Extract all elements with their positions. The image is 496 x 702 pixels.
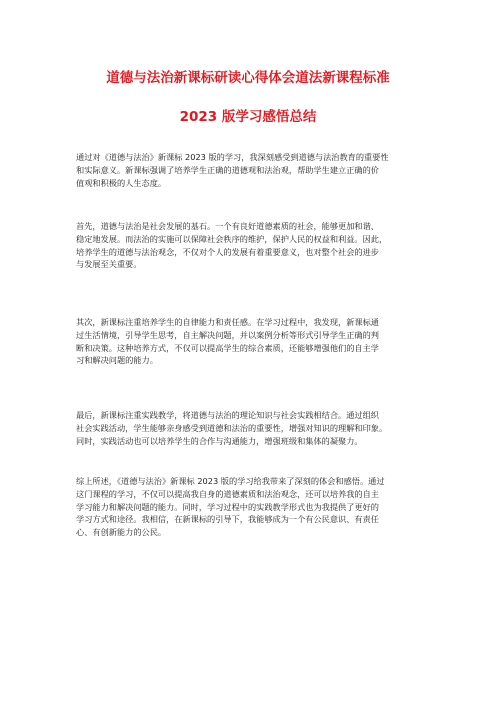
paragraph-line: 培养学生的道德与法治观念，不仅对个人的发展有着重要意义，也对整个社会的进步 — [76, 246, 379, 257]
paragraph-line: 同时，实践活动也可以培养学生的合作与沟通能力，增强班级和集体的凝聚力。 — [76, 435, 363, 446]
paragraph-line: 综上所述，《道德与法治》新课标 2023 版的学习给我带来了深刻的体会和感悟。通过 — [76, 476, 385, 486]
paragraph-second — [76, 316, 436, 367]
paragraph-line: 稳定地发展。而法治的实施可以保障社会秩序的维护，保护人民的权益和利益。因此， — [76, 233, 388, 244]
document-title-line-2: 2023 版学习感悟总结 — [179, 109, 317, 125]
paragraph-line: 这门课程的学习，不仅可以提高我自身的道德素质和法治观念，还可以培养我的自主 — [76, 488, 379, 499]
paragraph-intro — [76, 151, 436, 189]
paragraph-third — [76, 409, 436, 447]
paragraph-line: 和实际意义。新课标强调了培养学生正确的道德观和法治观，帮助学生建立正确的价 — [76, 164, 379, 175]
paragraph-line: 与发展至关重要。 — [76, 259, 142, 270]
paragraph-line: 学习方式和途径。我相信，在新课标的引导下，我能够成为一个有公民意识、有责任 — [76, 514, 379, 525]
document-title-line-1: 道德与法治新课标研读心得体会道法新课程标准 — [106, 70, 390, 86]
paragraph-first — [76, 220, 436, 271]
paragraph-line: 首先，道德与法治是社会发展的基石。一个有良好道德素质的社会，能够更加和谐、 — [76, 221, 379, 231]
paragraph-conclusion — [76, 475, 436, 539]
paragraph-line: 其次，新课标注重培养学生的自律能力和责任感。在学习过程中，我发现，新课标通 — [76, 317, 379, 327]
paragraph-line: 习和解决问题的能力。 — [76, 355, 158, 366]
paragraph-line: 通过对《道德与法治》新课标 2023 版的学习，我深刻感受到道德与法治教育的重要性 — [76, 152, 389, 162]
paragraph-line: 断和决策。这种培养方式，不仅可以提高学生的综合素质，还能够增强他们的自主学 — [76, 342, 379, 353]
paragraph-line: 过生活情境，引导学生思考，自主解决问题，并以案例分析等形式引导学生正确的判 — [76, 329, 379, 340]
paragraph-line: 学习能力和解决问题的能力。同时，学习过程中的实践教学形式也为我提供了更好的 — [76, 501, 379, 512]
paragraph-line: 心、有创新能力的公民。 — [76, 527, 167, 538]
paragraph-line: 社会实践活动，学生能够亲身感受到道德和法治的重要性，增强对知识的理解和印象。 — [76, 422, 388, 433]
paragraph-line: 值观和积极的人生态度。 — [76, 177, 167, 188]
paragraph-line: 最后，新课标注重实践教学，将道德与法治的理论知识与社会实践相结合。通过组织 — [76, 410, 379, 420]
